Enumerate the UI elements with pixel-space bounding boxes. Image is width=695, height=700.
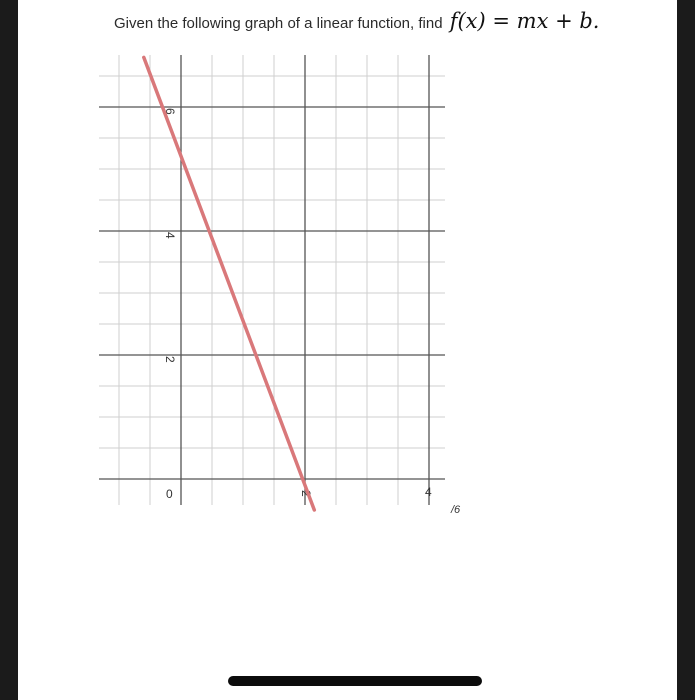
series-line	[144, 57, 314, 510]
page-marker: /6	[451, 504, 461, 516]
function-line	[144, 57, 314, 510]
y-tick-label-2: 2	[163, 356, 177, 363]
x-tick-label-4: 4	[425, 485, 432, 499]
minor-grid	[99, 55, 445, 505]
question-prompt: Given the following graph of a linear function, find	[114, 15, 443, 32]
home-indicator[interactable]	[228, 676, 482, 686]
x-tick-label-2: 2	[299, 490, 313, 497]
y-tick-label-6: 6	[163, 108, 177, 115]
function-formula: f(x) = mx + b.	[449, 9, 600, 33]
y-tick-label-4: 4	[163, 232, 177, 239]
x-tick-label-0: 0	[166, 487, 173, 501]
tick-labels	[163, 108, 432, 501]
major-grid	[99, 55, 445, 505]
